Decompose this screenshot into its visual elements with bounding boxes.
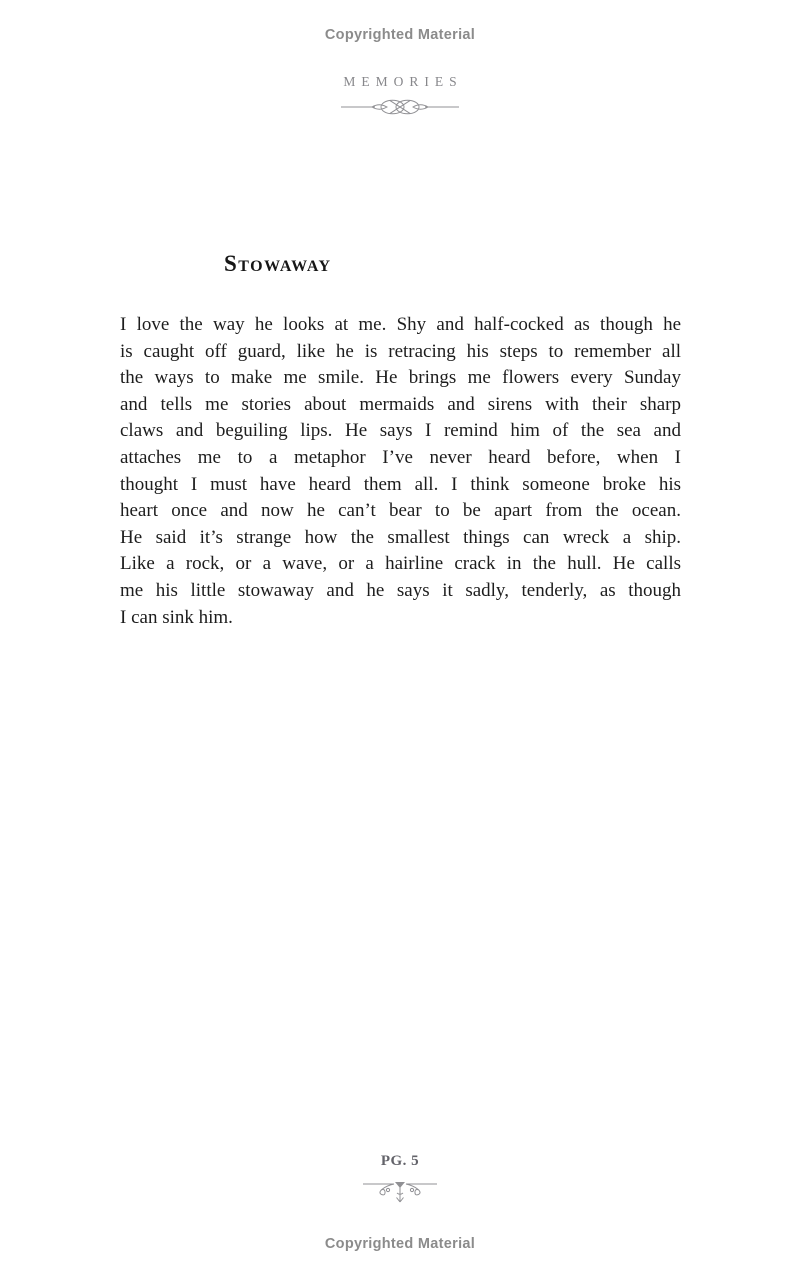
fleuron-divider-icon (361, 1194, 439, 1211)
page-number: PG. 5 (380, 1153, 420, 1169)
body-line: and tells me stories about mermaids and sirens with their sharp (120, 393, 681, 415)
chapter-title: Stowaway (224, 251, 332, 276)
running-head-title: MEMORIES (343, 74, 463, 89)
header-flourish (0, 95, 800, 124)
body-line: me his little stowaway and he says it sadly, tenderly, as though (120, 579, 681, 601)
body-line: attaches me to a metaphor I’ve never heard before, when I (120, 446, 681, 468)
body-line: Like a rock, or a wave, or a hairline crack in the hull. He calls (120, 553, 681, 575)
body-line: is caught off guard, like he is retracing his steps to remember all (120, 340, 681, 362)
copyright-notice-top: Copyrighted Material (324, 27, 476, 43)
body-line: claws and beguiling lips. He says I remind him of the sea and (120, 420, 681, 442)
infinity-knot-flourish-icon (340, 106, 460, 123)
footer-flourish (0, 1177, 800, 1212)
body-line: He said it’s strange how the smallest things can wreck a ship. (120, 526, 681, 548)
body-line: the ways to make me smile. He brings me flowers every Sunday (120, 367, 681, 389)
body-line: I love the way he looks at me. Shy and half-cocked as though he (120, 314, 681, 335)
body-line: thought I must have heard them all. I think someone broke his (120, 473, 681, 495)
body-line: I can sink him. (120, 606, 233, 628)
body-paragraph (120, 312, 681, 631)
copyright-notice-bottom: Copyrighted Material (324, 1236, 476, 1252)
body-line: heart once and now he can’t bear to be apart from the ocean. (120, 500, 681, 522)
